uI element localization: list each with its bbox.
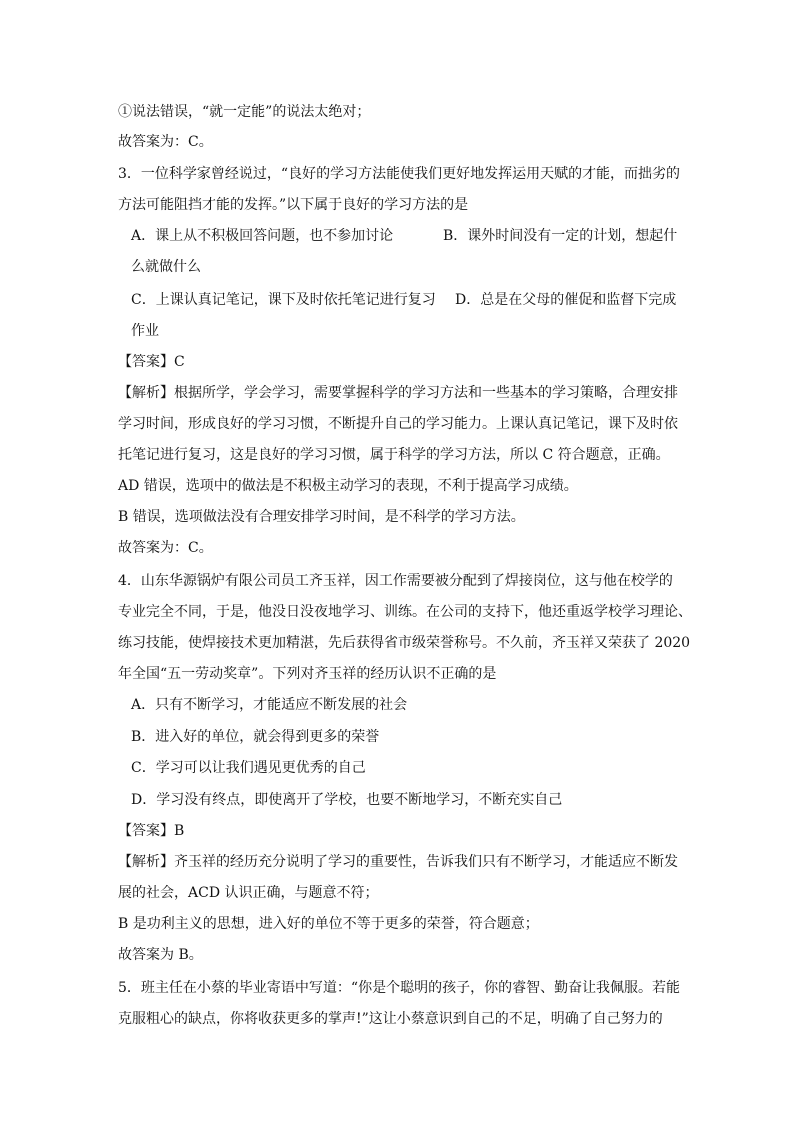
option-b: B．课外时间没有一定的计划，想起什 <box>443 228 678 244</box>
analysis-text: AD 错误，选项中的做法是不积极主动学习的表现，不利于提高学习成绩。 <box>118 478 578 494</box>
option-c: C．学习可以让我们遇见更优秀的自己 <box>131 760 366 776</box>
answer-label: 【答案】C <box>118 354 185 370</box>
option-d: D．学习没有终点，即使离开了学校，也要不断地学习，不断充实自己 <box>131 792 563 808</box>
question-4-stem: 专业完全不同，于是，他没日没夜地学习、训练。在公司的支持下，他还重返学校学习理论、 <box>118 604 692 620</box>
analysis-text: 【解析】齐玉祥的经历充分说明了学习的重要性，告诉我们只有不断学习，才能适应不断发 <box>118 854 678 870</box>
question-4-stem: 4．山东华源锅炉有限公司员工齐玉祥，因工作需要被分配到了焊接岗位，这与他在校学的 <box>118 573 673 589</box>
question-4-stem: 练习技能，使焊接技术更加精湛，先后获得省市级荣誉称号。不久前，齐玉祥又荣获了 2020 <box>118 635 691 651</box>
question-5-stem: 克服粗心的缺点，你将收获更多的掌声!”这让小蔡意识到自己的不足，明确了自己努力的 <box>118 1011 663 1027</box>
analysis-text: 托笔记进行复习，这是良好的学习习惯，属于科学的学习方法，所以 C 符合题意，正确。 <box>118 447 670 463</box>
option-b-continued: 么就做什么 <box>131 259 201 275</box>
option-c: C．上课认真记笔记，课下及时依托笔记进行复习 <box>131 292 436 308</box>
option-d: D．总是在父母的催促和监督下完成 <box>455 292 677 308</box>
question-5-stem: 5．班主任在小蔡的毕业寄语中写道：“你是个聪明的孩子，你的睿智、勤奋让我佩服。若能 <box>118 980 681 996</box>
text-line: ①说法错误，“就一定能”的说法太绝对； <box>118 104 371 120</box>
question-4-stem: 年全国“五一劳动奖章”。下列对齐玉祥的经历认识不正确的是 <box>118 666 497 682</box>
answer-conclusion: 故答案为：C。 <box>118 540 213 556</box>
answer-label: 【答案】B <box>118 823 185 839</box>
text-line: 故答案为：C。 <box>118 134 213 150</box>
question-3-stem: 3．一位科学家曾经说过，“良好的学习方法能使我们更好地发挥运用天赋的才能，而拙劣的 <box>118 166 681 182</box>
option-a: A．课上从不积极回答问题，也不参加讨论 <box>131 228 394 244</box>
analysis-text: 学习时间，形成良好的学习习惯，不断提升自己的学习能力。上课认真记笔记，课下及时依 <box>118 416 678 432</box>
analysis-text: 展的社会，ACD 认识正确，与题意不符； <box>118 885 379 901</box>
answer-conclusion: 故答案为 B。 <box>118 947 203 963</box>
analysis-text: B 错误，选项做法没有合理安排学习时间，是不科学的学习方法。 <box>118 509 525 525</box>
option-a: A．只有不断学习，才能适应不断发展的社会 <box>131 697 408 713</box>
analysis-text: B 是功利主义的思想，进入好的单位不等于更多的荣誉，符合题意； <box>118 916 539 932</box>
option-b: B．进入好的单位，就会得到更多的荣誉 <box>131 729 380 745</box>
option-d-continued: 作业 <box>131 323 159 339</box>
question-3-stem: 方法可能阻挡才能的发挥。”以下属于良好的学习方法的是 <box>118 197 469 213</box>
analysis-text: 【解析】根据所学，学会学习，需要掌握科学的学习方法和一些基本的学习策略，合理安排 <box>118 385 678 401</box>
